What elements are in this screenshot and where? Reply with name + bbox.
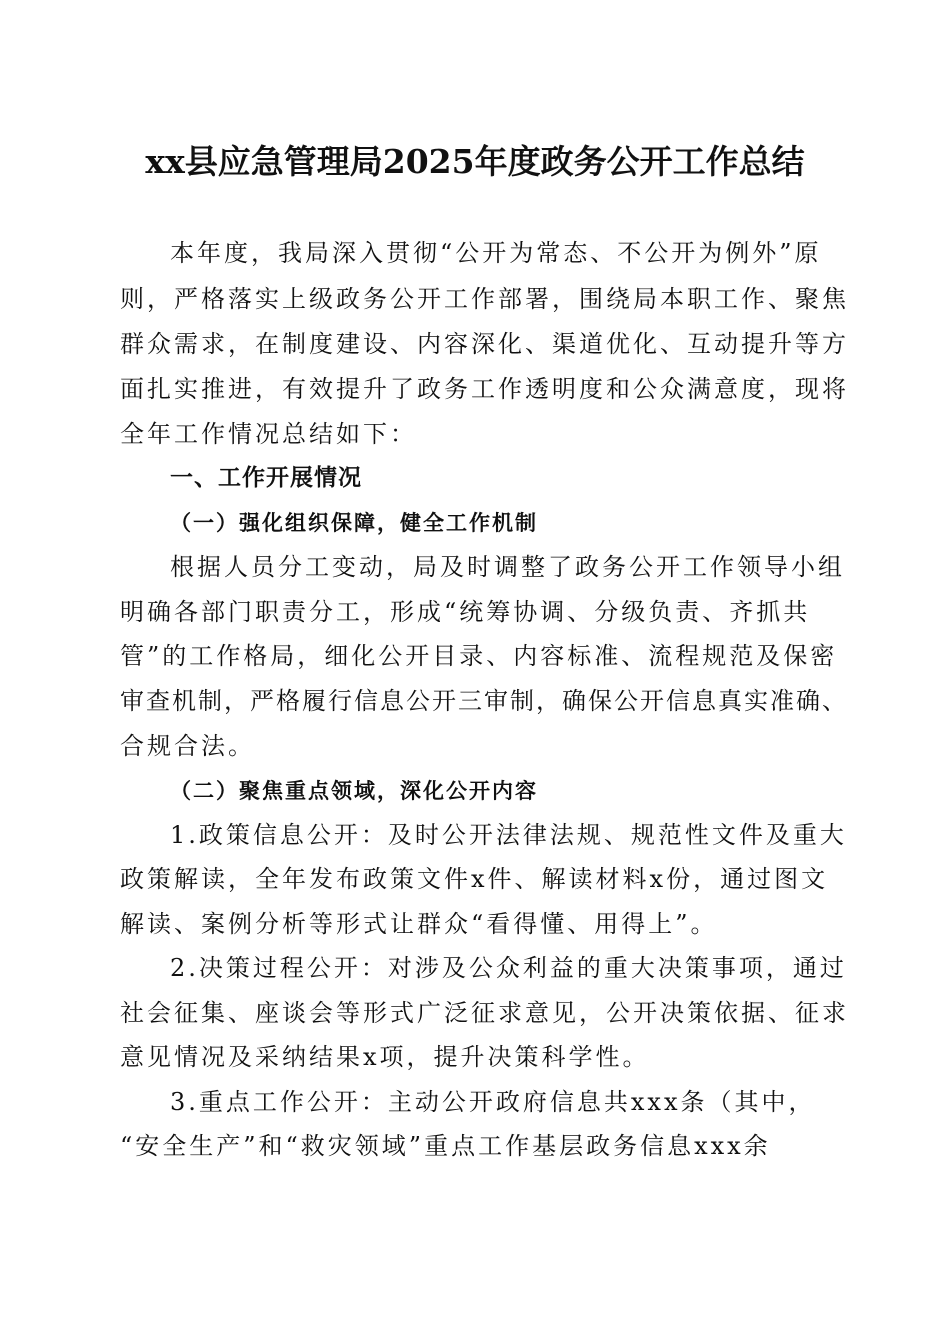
sub1-line-2: 明确各部门职责分工，形成“统筹协调、分级负责、齐抓共 bbox=[120, 598, 811, 626]
intro-line-5: 全年工作情况总结如下： bbox=[120, 420, 417, 448]
item3-line-2: “安全生产”和“救灾领域”重点工作基层政务信息xxx余 bbox=[120, 1132, 771, 1160]
item1-line-1: 1.政策信息公开：及时公开法律法规、规范性文件及重大 bbox=[170, 821, 847, 849]
intro-line-3: 群众需求，在制度建设、内容深化、渠道优化、互动提升等方 bbox=[120, 330, 849, 358]
section-heading-1: 一、工作开展情况 bbox=[170, 465, 362, 491]
sub-heading-1: （一）强化组织保障，健全工作机制 bbox=[170, 510, 538, 535]
item1-line-2: 政策解读，全年发布政策文件x件、解读材料x份，通过图文 bbox=[120, 865, 829, 893]
intro-line-4: 面扎实推进，有效提升了政务工作透明度和公众满意度，现将 bbox=[120, 375, 849, 403]
intro-line-2: 则，严格落实上级政务公开工作部署，围绕局本职工作、聚焦 bbox=[120, 285, 849, 313]
item3-line-1: 3.重点工作公开：主动公开政府信息共xxx条（其中， bbox=[170, 1088, 816, 1116]
item2-line-2: 社会征集、座谈会等形式广泛征求意见，公开决策依据、征求 bbox=[120, 999, 849, 1027]
item2-line-3: 意见情况及采纳结果x项，提升决策科学性。 bbox=[120, 1043, 650, 1071]
sub1-line-1: 根据人员分工变动，局及时调整了政务公开工作领导小组 bbox=[170, 553, 845, 581]
sub1-line-5: 合规合法。 bbox=[120, 732, 255, 760]
item2-line-1: 2.决策过程公开：对涉及公众利益的重大决策事项，通过 bbox=[170, 954, 847, 982]
intro-line-1: 本年度，我局深入贯彻“公开为常态、不公开为例外”原 bbox=[170, 239, 822, 267]
sub1-line-3: 管”的工作格局，细化公开目录、内容标准、流程规范及保密 bbox=[120, 642, 838, 670]
sub-heading-2: （二）聚焦重点领域，深化公开内容 bbox=[170, 778, 538, 803]
sub1-line-4: 审查机制，严格履行信息公开三审制，确保公开信息真实准确、 bbox=[120, 687, 848, 715]
item1-line-3: 解读、案例分析等形式让群众“看得懂、用得上”。 bbox=[120, 910, 718, 938]
document-title: xx县应急管理局2025年度政务公开工作总结 bbox=[145, 142, 805, 181]
